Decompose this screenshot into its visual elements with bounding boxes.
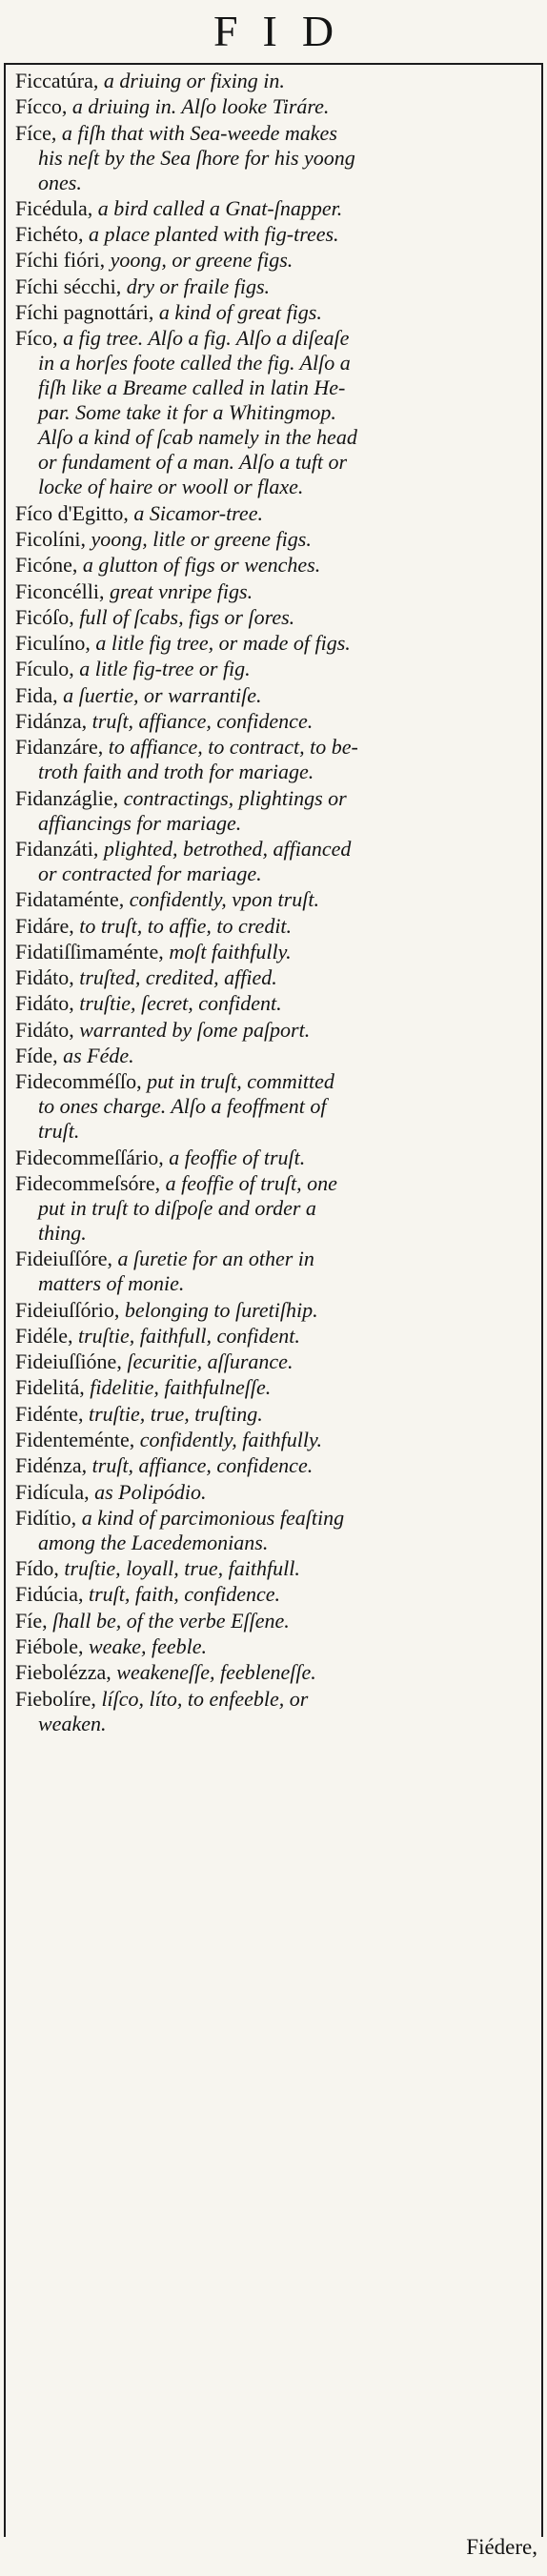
dictionary-entry — [13, 1556, 536, 1581]
dictionary-entry — [13, 94, 536, 119]
entry-list — [13, 69, 536, 1737]
definition: yoong, litle or greene figs. — [85, 526, 312, 551]
headword: Fideiuſſióne, — [15, 1349, 122, 1374]
headword: Fidáto, — [15, 991, 74, 1016]
headword: Fícco, — [15, 94, 68, 119]
dictionary-entry — [13, 1018, 536, 1043]
dictionary-entry — [13, 527, 536, 552]
headword: Fidanzáglie, — [15, 785, 119, 810]
definition-continuation: troth faith and troth for mariage. — [38, 760, 314, 784]
dictionary-entry — [13, 1506, 536, 1555]
headword: Fiebolézza, — [15, 1660, 111, 1685]
dictionary-entry — [13, 1247, 536, 1296]
definition: a glutton of figs or wenches. — [77, 553, 321, 578]
definition: a driuing or fixing in. — [98, 69, 285, 92]
headword: Fidanzáre, — [15, 735, 104, 760]
definition: warranted by ſome paſport. — [73, 1017, 311, 1042]
headword: Fidanzáti, — [15, 836, 99, 861]
definition-continuation: or fundament of a man. Alſo a tuft or — [38, 450, 348, 475]
definition: put in truſt, committed — [141, 1069, 334, 1094]
definition: ſecuritie, aſſurance. — [121, 1349, 294, 1374]
dictionary-entry — [13, 121, 536, 195]
headword: Ficolíni, — [15, 526, 86, 551]
dictionary-entry — [13, 1453, 536, 1478]
headword: Fíe, — [15, 1608, 48, 1633]
definition: a litle fig-tree or fig. — [73, 657, 251, 681]
definition: a place planted with fig-trees. — [83, 222, 339, 247]
right-border-rule — [541, 63, 543, 2537]
definition: a driuing in. Alſo looke Tiráre. — [67, 94, 330, 119]
headword: Fículo, — [15, 657, 74, 681]
definition: a bird called a Gnat-ſnapper. — [92, 195, 343, 220]
dictionary-entry — [13, 248, 536, 273]
headword: Fíchi sécchi, — [15, 274, 122, 298]
definition: fidelitie, faithfulneſſe. — [84, 1375, 272, 1400]
dictionary-entry — [13, 735, 536, 784]
dictionary-entry — [13, 1480, 536, 1505]
headword: Fiébole, — [15, 1634, 84, 1659]
definition-continuation: put in truſt to diſpoſe and order a — [38, 1195, 316, 1220]
headword: Fida, — [15, 682, 58, 707]
dictionary-entry — [13, 1069, 536, 1144]
dictionary-entry — [13, 1687, 536, 1736]
dictionary-entry — [13, 222, 536, 247]
headword: Fidecomméſſo, — [15, 1069, 142, 1094]
dictionary-entry — [13, 786, 536, 836]
definition: a feoffie of truſt. — [163, 1145, 306, 1169]
definition: a Sicamor-tree. — [128, 500, 263, 525]
headword: Fíchi pagnottári, — [15, 300, 154, 325]
running-title: FID — [213, 7, 359, 55]
definition: truſt, affiance, confidence. — [87, 1453, 314, 1478]
headword: Fíco, — [15, 326, 58, 351]
dictionary-entry — [13, 1609, 536, 1633]
dictionary-entry — [13, 553, 536, 578]
definition-continuation: affiancings for mariage. — [38, 810, 242, 835]
headword: Fidelitá, — [15, 1375, 85, 1400]
definition: truſt, affiance, confidence. — [87, 709, 314, 734]
definition: a ſuretie for an other in — [112, 1247, 314, 1271]
dictionary-entry — [13, 326, 536, 499]
definition: great vnripe figs. — [104, 578, 253, 603]
definition: plighted, betrothed, affianced — [98, 836, 352, 861]
dictionary-entry — [13, 1349, 536, 1374]
definition: truſted, credited, affied. — [73, 965, 277, 990]
dictionary-entry — [13, 837, 536, 886]
definition-continuation: to ones charge. Alſo a feoffment of — [38, 1094, 327, 1119]
dictionary-entry — [13, 501, 536, 526]
top-border-rule — [4, 63, 543, 65]
catchword: Fiédere, — [466, 2535, 537, 2559]
definition: a kind of parcimonious feaſting — [76, 1505, 345, 1530]
headword: Fíchi fióri, — [15, 248, 106, 273]
dictionary-entry — [13, 991, 536, 1016]
headword: Fideiuſſório, — [15, 1297, 120, 1322]
definition: to affiance, to contract, to be- — [103, 735, 358, 760]
dictionary-entry — [13, 1660, 536, 1685]
definition-continuation: Alſo a kind of ſcab namely in the head — [38, 425, 357, 450]
definition-continuation: or contracted for mariage. — [38, 861, 262, 885]
dictionary-entry — [13, 1582, 536, 1607]
definition: truſtie, true, truſting. — [83, 1401, 263, 1426]
definition: a fig tree. Alſo a fig. Alſo a diſeaſe — [57, 326, 350, 351]
dictionary-entry — [13, 300, 536, 325]
definition: a ſuertie, or warrantiſe. — [57, 682, 262, 707]
dictionary-entry — [13, 1324, 536, 1349]
dictionary-entry — [13, 1146, 536, 1170]
definition: as Polipódio. — [89, 1479, 207, 1504]
dictionary-entry — [13, 914, 536, 939]
dictionary-entry — [13, 887, 536, 912]
dictionary-entry — [13, 69, 536, 93]
definition: belonging to ſuretiſhip. — [119, 1297, 318, 1322]
definition-continuation: thing. — [38, 1220, 87, 1245]
dictionary-entry — [13, 1298, 536, 1323]
definition-continuation: his neſt by the Sea ſhore for his yoong — [38, 145, 355, 170]
headword: Fidatiſſimaménte, — [15, 939, 164, 963]
headword: Fidícula, — [15, 1479, 90, 1504]
definition: dry or fraile figs. — [121, 274, 271, 298]
headword: Fidúcia, — [15, 1582, 84, 1607]
definition: a litle fig tree, or made of figs. — [90, 631, 351, 656]
definition-continuation: weaken. — [38, 1711, 107, 1735]
definition: moſt faithfully. — [163, 939, 292, 963]
dictionary-entry — [13, 1171, 536, 1246]
definition: confidently, vpon truſt. — [124, 887, 319, 912]
headword: Ficulíno, — [15, 631, 91, 656]
definition: ſhall be, of the verbe Eſſene. — [47, 1608, 290, 1633]
headword: Fidénte, — [15, 1401, 84, 1426]
headword: Fidáre, — [15, 913, 74, 938]
dictionary-entry — [13, 657, 536, 681]
dictionary-entry — [13, 579, 536, 604]
headword: Ficoncélli, — [15, 578, 105, 603]
definition: weakeneſſe, feebleneſſe. — [111, 1660, 316, 1685]
headword: Ficédula, — [15, 195, 93, 220]
headword: Fidénza, — [15, 1453, 88, 1478]
definition: truſtie, ſecret, confident. — [73, 991, 282, 1016]
definition: truſtie, faithfull, confident. — [72, 1323, 300, 1348]
definition: weake, feeble. — [83, 1634, 207, 1659]
definition-continuation: matters of monie. — [38, 1271, 185, 1296]
page-header — [0, 0, 547, 63]
definition: confidently, faithfully. — [134, 1427, 323, 1451]
headword: Fidáto, — [15, 965, 74, 990]
headword: Fideiuſſóre, — [15, 1247, 113, 1271]
headword: Ficcatúra, — [15, 69, 99, 92]
dictionary-entry — [13, 709, 536, 734]
dictionary-entry — [13, 1428, 536, 1452]
headword: Fidecommeſsóre, — [15, 1170, 161, 1195]
definition: contractings, plightings or — [118, 785, 347, 810]
headword: Fidéle, — [15, 1323, 73, 1348]
headword: Fíce, — [15, 120, 57, 145]
headword: Fído, — [15, 1556, 59, 1581]
headword: Fichéto, — [15, 222, 84, 247]
dictionary-entry — [13, 631, 536, 656]
definition: a kind of great figs. — [153, 300, 322, 325]
headword: Fidenteménte, — [15, 1427, 135, 1451]
definition: yoong, or greene figs. — [105, 248, 294, 273]
dictionary-entry — [13, 965, 536, 990]
definition: a feoffie of truſt, one — [160, 1170, 337, 1195]
definition: full of ſcabs, figs or ſores. — [73, 604, 295, 629]
headword: Fidecommeſſário, — [15, 1145, 164, 1169]
headword: Ficóſo, — [15, 604, 74, 629]
definition: líſco, líto, to enfeeble, or — [95, 1686, 309, 1711]
headword: Fidítio, — [15, 1505, 77, 1530]
definition: to truſt, to affie, to credit. — [73, 913, 293, 938]
headword: Ficóne, — [15, 553, 78, 578]
headword: Fidataménte, — [15, 887, 125, 912]
headword: Fíde, — [15, 1044, 58, 1068]
definition-continuation: in a horſes foote called the fig. Alſo a — [38, 351, 351, 375]
headword: Fiebolíre, — [15, 1686, 96, 1711]
definition: truſtie, loyall, true, faithfull. — [58, 1556, 300, 1581]
dictionary-entry — [13, 683, 536, 708]
dictionary-entry — [13, 940, 536, 964]
dictionary-entry — [13, 1375, 536, 1400]
dictionary-entry — [13, 196, 536, 221]
definition-continuation: par. Some take it for a Whitingmop. — [38, 400, 336, 425]
headword: Fíco d'Egitto, — [15, 500, 129, 525]
headword: Fidánza, — [15, 709, 88, 734]
dictionary-entry — [13, 1402, 536, 1427]
left-border-rule — [4, 63, 6, 2537]
dictionary-entry — [13, 1044, 536, 1068]
headword: Fidáto, — [15, 1017, 74, 1042]
dictionary-entry — [13, 1634, 536, 1659]
dictionary-entry — [13, 605, 536, 630]
definition: as Féde. — [57, 1044, 134, 1068]
definition-continuation: among the Lacedemonians. — [38, 1530, 269, 1554]
definition: a fiſh that with Sea-weede makes — [56, 120, 337, 145]
definition-continuation: ones. — [38, 170, 82, 194]
definition-continuation: fiſh like a Breame called in latin He- — [38, 375, 346, 400]
definition: truſt, faith, confidence. — [83, 1582, 281, 1607]
definition-continuation: locke of haire or wooll or flaxe. — [38, 475, 304, 499]
dictionary-entry — [13, 274, 536, 299]
definition-continuation: truſt. — [38, 1119, 80, 1144]
